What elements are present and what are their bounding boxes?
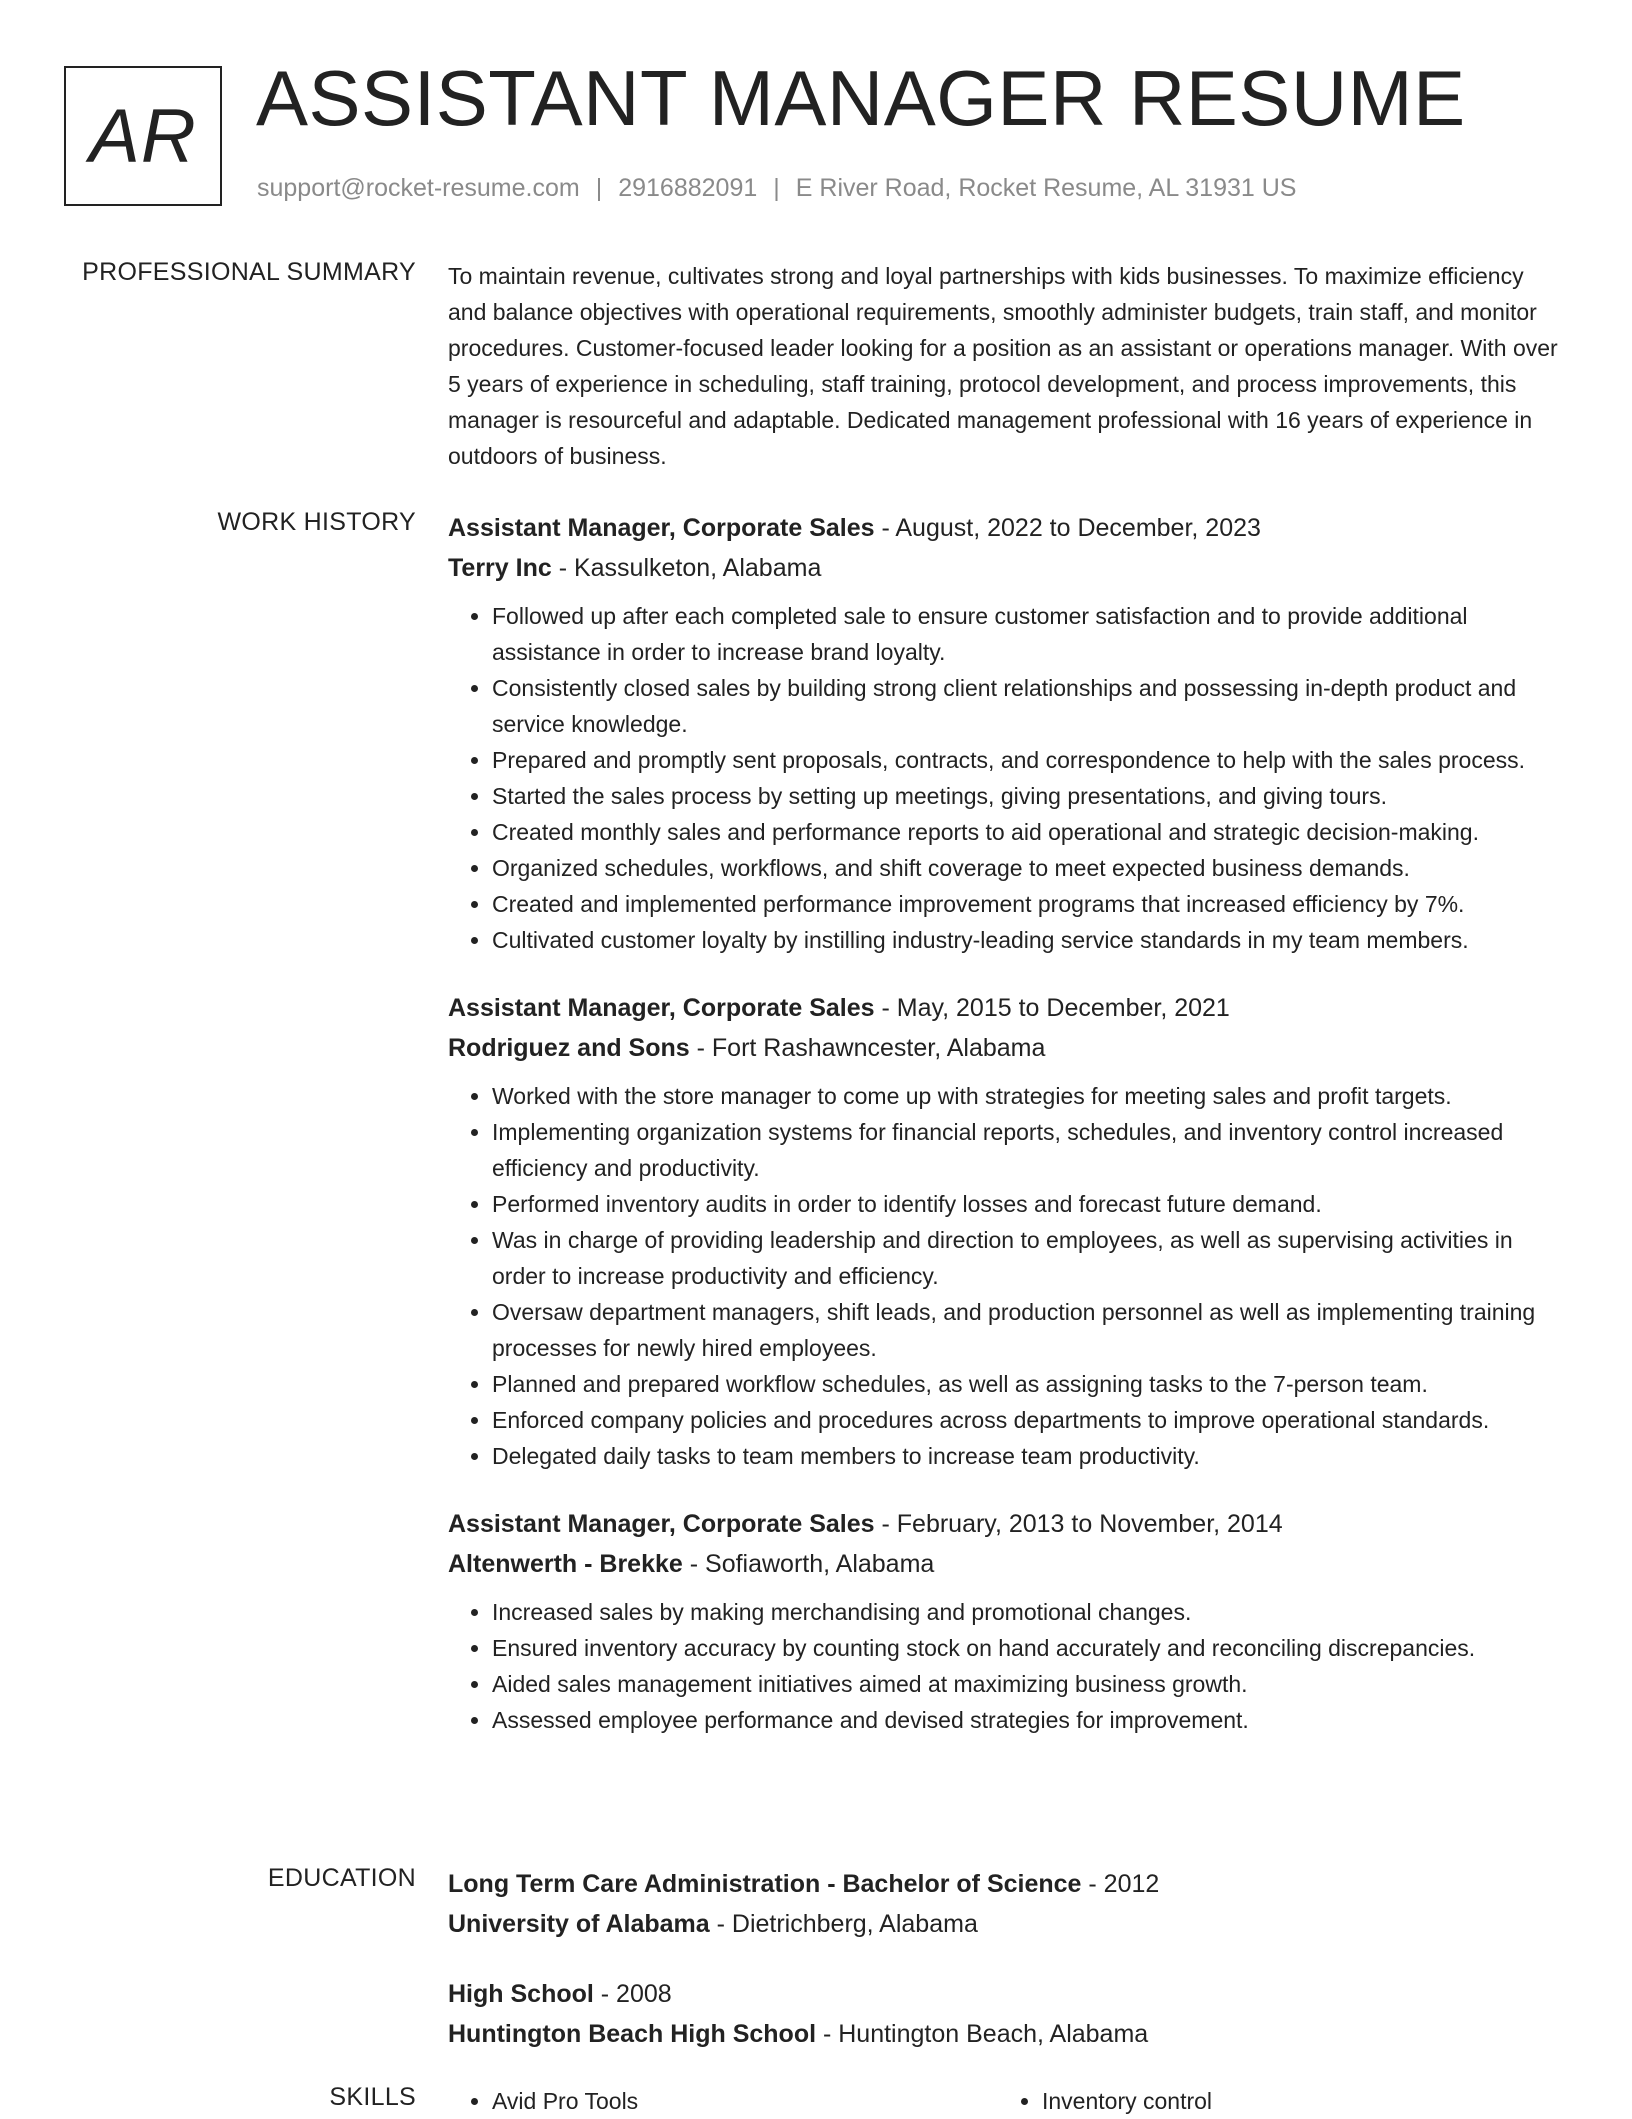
job-company: Terry Inc	[448, 554, 552, 582]
job-heading	[448, 988, 1568, 1028]
work-history-list	[448, 508, 1568, 1768]
job-bullet: • Followed up after each completed sale to ensure customer satisfaction and to provide additional assistance in order to increase brand loyalty.	[492, 598, 1568, 670]
job-bullets	[448, 598, 1568, 958]
job-bullet: • Performed inventory audits in order to identify losses and forecast future demand.	[492, 1186, 1568, 1222]
education-location: - Dietrichberg, Alabama	[709, 1910, 978, 1938]
education-school: Huntington Beach High School	[448, 2020, 817, 2048]
education-entry	[448, 1974, 1568, 2054]
job-dates: - May, 2015 to December, 2021	[874, 994, 1230, 1022]
summary-text: To maintain revenue, cultivates strong and loyal partnerships with kids businesses. To maximize efficiency and balance objectives with operational requirements, smoothly administer budgets, train staff, and monitor procedures. Customer-focused leader looking for a position as an assistant or operations manager. With over 5 years of experience in scheduling, staff training, protocol development, and process improvements, this manager is resourceful and adaptable. Dedicated management professional with 16 years of experience in outdoors of business.	[448, 263, 1558, 469]
job-entry	[448, 1504, 1568, 1738]
job-entry	[448, 988, 1568, 1474]
job-heading	[448, 508, 1568, 548]
job-bullet: • Organized schedules, workflows, and shift coverage to meet expected business demands.	[492, 850, 1568, 886]
education-school-line	[448, 2014, 1568, 2054]
contact-address: E River Road, Rocket Resume, AL 31931 US	[795, 174, 1297, 202]
job-bullet: • Cultivated customer loyalty by instilling industry-leading service standards in my team members.	[492, 922, 1568, 958]
job-location: - Sofiaworth, Alabama	[682, 1550, 935, 1578]
education-year: - 2012	[1081, 1870, 1160, 1898]
job-bullet: • Aided sales management initiatives aimed at maximizing business growth.	[492, 1666, 1568, 1702]
education-school: University of Alabama	[448, 1910, 710, 1938]
job-title: Assistant Manager, Corporate Sales	[448, 994, 875, 1022]
contact-phone[interactable]: 2916882091	[618, 174, 758, 202]
job-location: - Kassulketon, Alabama	[551, 554, 822, 582]
contact-separator: |	[773, 174, 780, 202]
education-entry	[448, 1864, 1568, 1944]
job-heading	[448, 1504, 1568, 1544]
monogram-box	[64, 66, 222, 206]
job-bullets	[448, 1594, 1568, 1738]
job-bullet: • Implementing organization systems for financial reports, schedules, and inventory control increased efficiency and productivity.	[492, 1114, 1568, 1186]
job-bullet: • Prepared and promptly sent proposals, contracts, and correspondence to help with the sales process.	[492, 742, 1568, 778]
education-year: - 2008	[593, 1980, 672, 2008]
education-location: - Huntington Beach, Alabama	[816, 2020, 1149, 2048]
monogram-initials: AR	[89, 93, 197, 179]
job-title: Assistant Manager, Corporate Sales	[448, 1510, 875, 1538]
education-degree-line	[448, 1864, 1568, 1904]
contact-email[interactable]: support@rocket-resume.com	[257, 174, 580, 202]
job-bullet: • Increased sales by making merchandising and promotional changes.	[492, 1594, 1568, 1630]
skills-column-right	[998, 2083, 1548, 2119]
job-bullet: • Oversaw department managers, shift leads, and production personnel as well as implementing training processes for newly hired employees.	[492, 1294, 1568, 1366]
job-bullet: • Planned and prepared workflow schedules, as well as assigning tasks to the 7-person team.	[492, 1366, 1568, 1402]
contact-separator: |	[595, 174, 603, 202]
job-dates: - February, 2013 to November, 2014	[874, 1510, 1283, 1538]
job-bullet: • Was in charge of providing leadership and direction to employees, as well as supervising activities in order to increase productivity and efficiency.	[492, 1222, 1568, 1294]
section-label-skills: SKILLS	[329, 2083, 416, 2111]
education-list	[448, 1864, 1568, 2084]
job-company-line	[448, 1028, 1568, 1068]
job-bullet: • Enforced company policies and procedures across departments to improve operational standards.	[492, 1402, 1568, 1438]
education-degree: Long Term Care Administration - Bachelor of Science	[448, 1870, 1082, 1898]
job-company-line	[448, 548, 1568, 588]
job-location: - Fort Rashawncester, Alabama	[689, 1034, 1046, 1062]
job-company-line	[448, 1544, 1568, 1584]
job-company: Rodriguez and Sons	[448, 1034, 690, 1062]
skill-item: • Avid Pro Tools	[492, 2083, 998, 2119]
contact-line	[257, 174, 1296, 203]
job-bullet: • Consistently closed sales by building strong client relationships and possessing in-depth product and service knowledge.	[492, 670, 1568, 742]
job-bullet: • Created and implemented performance improvement programs that increased efficiency by 7%.	[492, 886, 1568, 922]
job-bullet: • Delegated daily tasks to team members to increase team productivity.	[492, 1438, 1568, 1474]
skills-grid	[448, 2083, 1568, 2119]
education-school-line	[448, 1904, 1568, 1944]
job-bullet: • Created monthly sales and performance reports to aid operational and strategic decision-making.	[492, 814, 1568, 850]
job-dates: - August, 2022 to December, 2023	[874, 514, 1261, 542]
resume-title: ASSISTANT MANAGER RESUME	[256, 54, 1466, 142]
skill-item: • Inventory control	[1042, 2083, 1548, 2119]
job-company: Altenwerth - Brekke	[448, 1550, 683, 1578]
section-label-summary: PROFESSIONAL SUMMARY	[82, 258, 416, 286]
job-entry	[448, 508, 1568, 958]
job-bullet: • Worked with the store manager to come up with strategies for meeting sales and profit targets.	[492, 1078, 1568, 1114]
section-label-work-history: WORK HISTORY	[217, 508, 416, 536]
job-bullet: • Started the sales process by setting up meetings, giving presentations, and giving tours.	[492, 778, 1568, 814]
section-label-education: EDUCATION	[267, 1864, 416, 1892]
job-bullet: • Ensured inventory accuracy by counting stock on hand accurately and reconciling discrepancies.	[492, 1630, 1568, 1666]
job-bullet: • Assessed employee performance and devised strategies for improvement.	[492, 1702, 1568, 1738]
education-degree-line	[448, 1974, 1568, 2014]
job-bullets	[448, 1078, 1568, 1474]
job-title: Assistant Manager, Corporate Sales	[448, 514, 875, 542]
education-degree: High School	[448, 1980, 594, 2008]
skills-column-left	[448, 2083, 998, 2119]
